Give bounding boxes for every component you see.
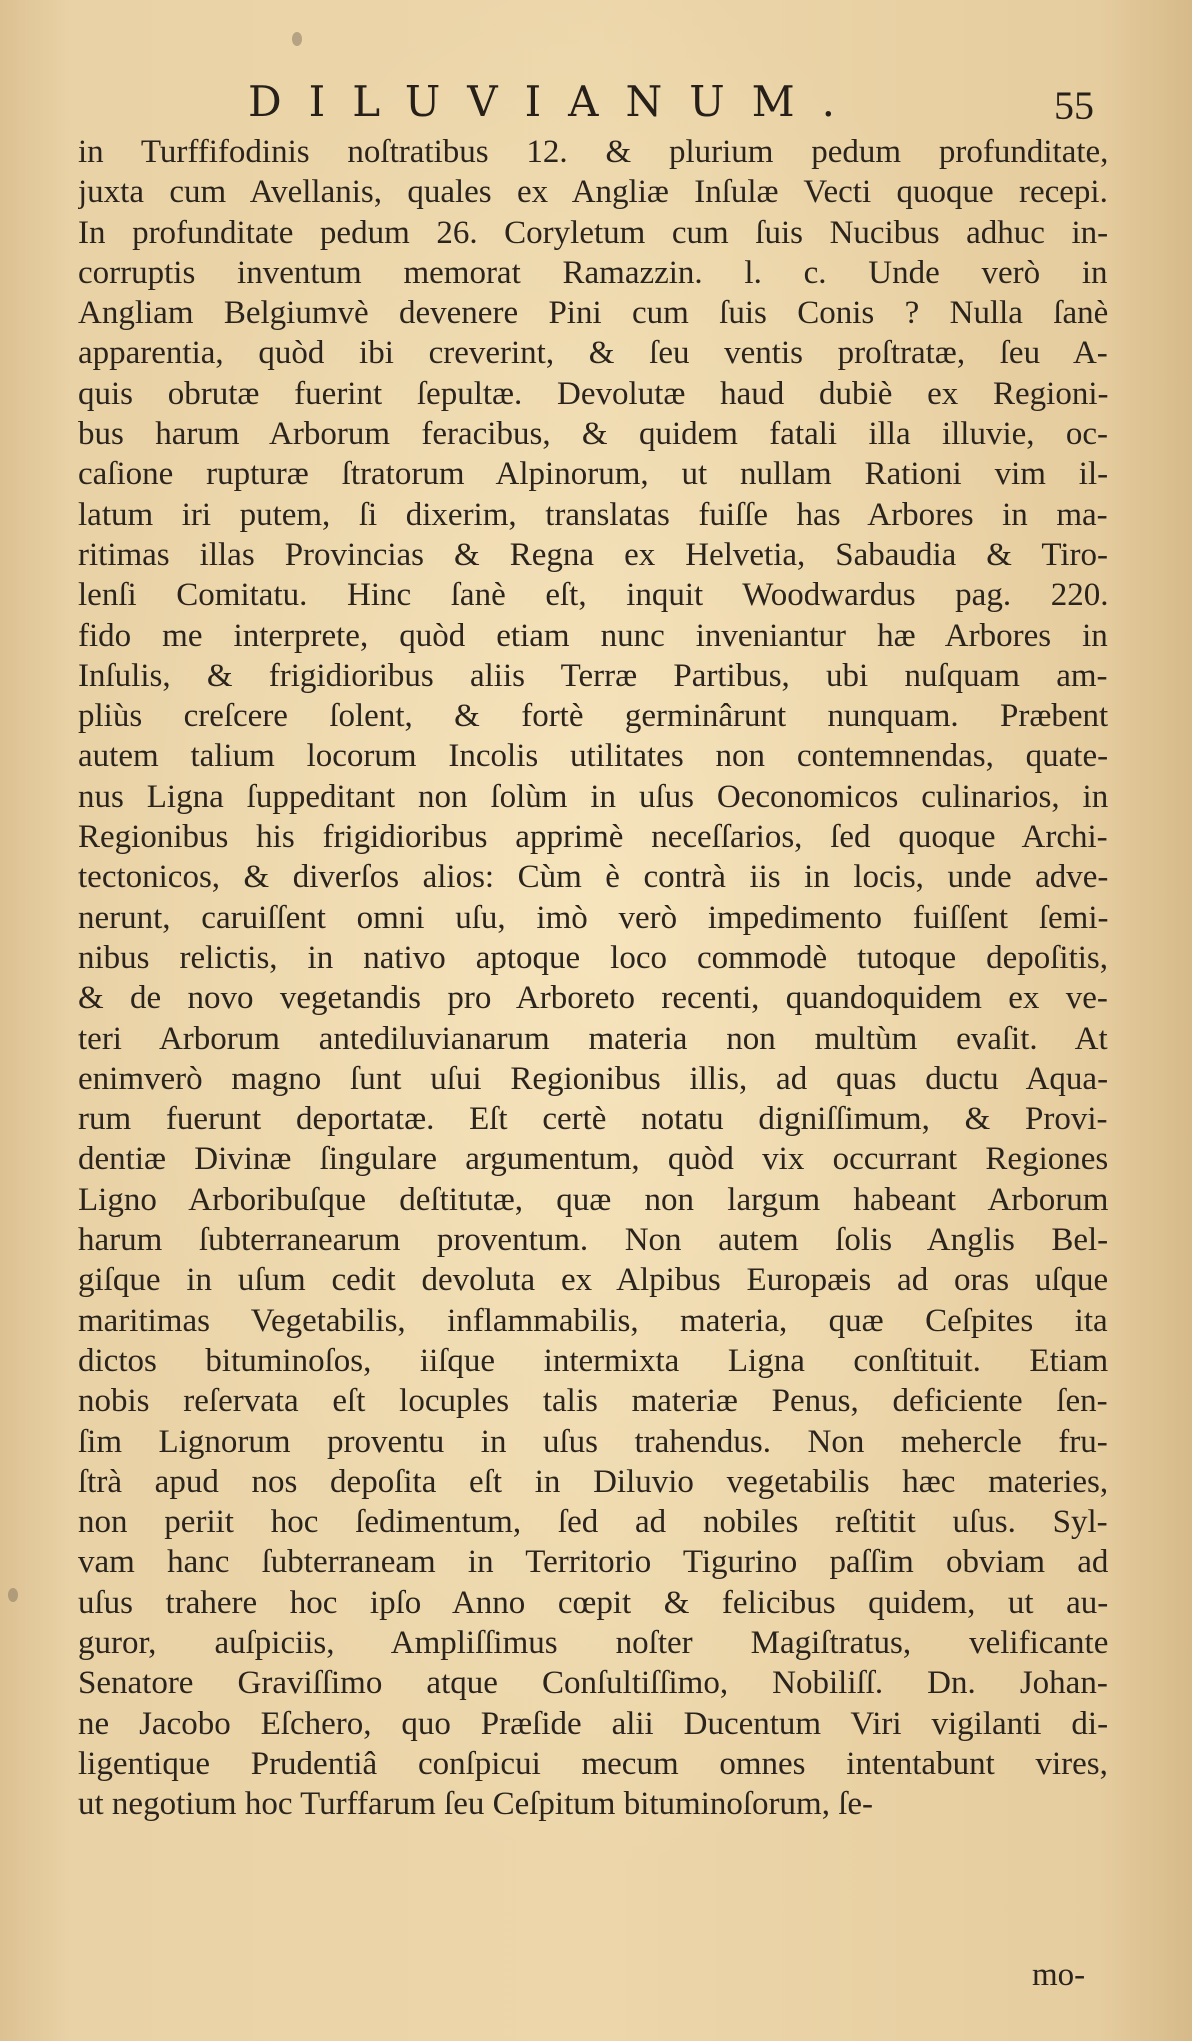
ink-spot-mark [292,32,302,46]
text-line: nibus relictis, in nativo aptoque loco commodè tutoque depoſitis, [78,939,1108,976]
text-line: lenſi Comitatu. Hinc ſanè eſt, inquit Woodwardus pag. 220. [78,577,1108,614]
text-line: caſione rupturæ ſtratorum Alpinorum, ut nullam Rationi vim il- [78,456,1108,493]
text-line: non periit hoc ſedimentum, ſed ad nobiles reſtitit uſus. Syl- [78,1504,1108,1541]
running-title: DILUVIANUM. [248,77,863,126]
text-line: guror, auſpiciis, Ampliſſimus noſter Magiſtratus, velificante [78,1624,1108,1661]
text-line: autem talium locorum Incolis utilitates non contemnendas, quate- [78,738,1108,775]
text-line: uſus trahere hoc ipſo Anno cœpit & felicibus quidem, ut au- [78,1584,1108,1621]
text-line: pliùs creſcere ſolent, & fortè germinârunt nunquam. Præbent [78,698,1108,735]
text-line: dentiæ Divinæ ſingulare argumentum, quòd vix occurrant Regiones [78,1141,1108,1178]
text-line: juxta cum Avellanis, quales ex Angliæ Inſulæ Vecti quoque recepi. [78,174,1108,211]
text-line: ligentique Prudentiâ conſpicui mecum omnes intentabunt vires, [78,1745,1108,1782]
text-line: dictos bituminoſos, iiſque intermixta Ligna conſtituit. Etiam [78,1342,1108,1379]
text-line: corruptis inventum memorat Ramazzin. l. c. Unde verò in [78,254,1108,291]
text-line: apparentia, quòd ibi creverint, & ſeu ventis proſtratæ, ſeu A- [78,335,1108,372]
text-line: maritimas Vegetabilis, inflammabilis, materia, quæ Ceſpites ita [78,1302,1108,1339]
text-line: ne Jacobo Eſchero, quo Præſide alii Ducentum Viri vigilanti di- [78,1705,1108,1742]
text-line: In profunditate pedum 26. Coryletum cum ſuis Nucibus adhuc in- [78,214,1108,251]
page-number: 55 [1054,83,1094,128]
text-line: nobis reſervata eſt locuples talis materiæ Penus, deficiente ſen- [78,1383,1108,1420]
text-line: Regionibus his frigidioribus apprimè neceſſarios, ſed quoque Archi- [78,819,1108,856]
text-line: ritimas illas Provincias & Regna ex Helvetia, Sabaudia & Tiro- [78,536,1108,573]
text-line: ut negotium hoc Turffarum ſeu Ceſpitum bituminoſorum, ſe- [78,1786,873,1823]
catchword: mo- [1032,1957,1086,1993]
text-line: Ligno Arboribuſque deſtitutæ, quæ non largum habeant Arborum [78,1181,1108,1218]
text-line: enimverò magno ſunt uſui Regionibus illis, ad quas ductu Aqua- [78,1060,1108,1097]
text-line: fido me interprete, quòd etiam nunc inveniantur hæ Arbores in [78,617,1108,654]
text-line: ſtrà apud nos depoſita eſt in Diluvio vegetabilis hæc materies, [78,1463,1108,1500]
text-line: Inſulis, & frigidioribus aliis Terræ Partibus, ubi nuſquam am- [78,657,1108,694]
text-line: bus harum Arborum feracibus, & quidem fatali illa illuvie, oc- [78,416,1108,453]
text-line: teri Arborum antediluvianarum materia non multùm evaſit. At [78,1020,1108,1057]
page-header [0,72,1192,132]
text-line: in Turffifodinis noſtratibus 12. & plurium pedum profunditate, [78,134,1108,170]
text-line: Senatore Graviſſimo atque Conſultiſſimo, Nobiliſſ. Dn. Johan- [78,1665,1108,1702]
text-line: vam hanc ſubterraneam in Territorio Tigurino paſſim obviam ad [78,1544,1108,1581]
text-line: tectonicos, & diverſos alios: Cùm è contrà iis in locis, unde adve- [78,859,1108,896]
body-text [78,132,1108,1824]
text-line: nus Ligna ſuppeditant non ſolùm in uſus Oeconomicos culinarios, in [78,778,1108,815]
text-line: harum ſubterranearum proventum. Non autem ſolis Anglis Bel- [78,1222,1108,1259]
text-line: quis obrutæ fuerint ſepultæ. Devolutæ haud dubiè ex Regioni- [78,375,1108,412]
text-line: latum iri putem, ſi dixerim, translatas fuiſſe has Arbores in ma- [78,496,1108,533]
text-line: nerunt, caruiſſent omni uſu, imò verò impedimento fuiſſent ſemi- [78,899,1108,936]
text-line: ſim Lignorum proventu in uſus trahendus. Non mehercle fru- [78,1423,1108,1460]
text-line: & de novo vegetandis pro Arboreto recenti, quandoquidem ex ve- [78,980,1108,1017]
text-line: Angliam Belgiumvè devenere Pini cum ſuis Conis ? Nulla ſanè [78,295,1108,332]
ink-spot-mark [8,1588,18,1602]
text-line: giſque in uſum cedit devoluta ex Alpibus Europæis ad oras uſque [78,1262,1108,1299]
text-line: rum fuerunt deportatæ. Eſt certè notatu digniſſimum, & Provi- [78,1101,1108,1138]
